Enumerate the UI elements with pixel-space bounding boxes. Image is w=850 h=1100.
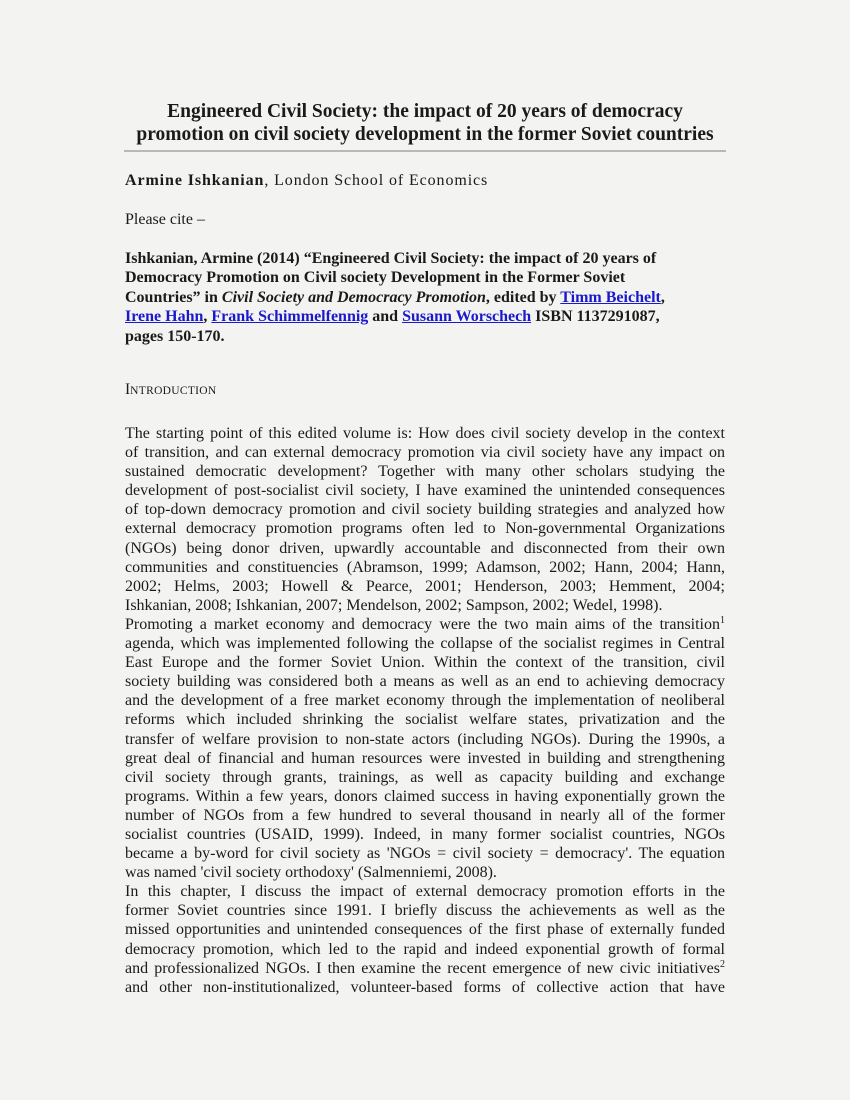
- body-line: [125, 959, 725, 978]
- citation-line: Democracy Promotion on Civil society Development in the Former Soviet: [125, 269, 626, 287]
- cite-label: Please cite –: [125, 211, 205, 228]
- citation-text: and: [368, 308, 403, 326]
- body-line: programs. Within a few years, donors claimed success in having exponentially grown the: [125, 787, 725, 805]
- section-heading-introduction: [125, 381, 217, 399]
- editor-link-frank-schimmelfennig[interactable]: Frank Schimmelfennig: [211, 308, 369, 326]
- citation-line: Ishkanian, Armine (2014) “Engineered Civil Society: the impact of 20 years of: [125, 250, 657, 267]
- body-line: sustained democratic development? Together with many other scholars studying the: [125, 463, 725, 481]
- body-line: communities and constituencies (Abramson, 1999; Adamson, 2002; Hann, 2004; Hann,: [125, 558, 725, 576]
- body-line: socialist countries (USAID, 1999). Indeed, in many former socialist countries, NGOs: [125, 825, 725, 843]
- body-line: society building was considered both a means as well as an end to achieving democracy: [125, 673, 725, 691]
- citation-line: pages 150-170.: [125, 327, 225, 345]
- citation-text: ,: [203, 308, 212, 326]
- body-line: was named 'civil society orthodoxy' (Salmenniemi, 2008).: [125, 864, 497, 882]
- body-line: East Europe and the former Soviet Union. Within the context of the transition, civil: [125, 654, 725, 672]
- title-line: Engineered Civil Society: the impact of 20 years of democracy: [167, 101, 683, 122]
- footnote-marker[interactable]: 2: [720, 958, 725, 970]
- author-affiliation: , London School of Economics: [264, 172, 489, 189]
- citation-line: [125, 307, 725, 326]
- footnote-marker[interactable]: 1: [720, 614, 725, 626]
- body-line: [125, 615, 725, 634]
- body-line: former Soviet countries since 1991. I briefly discuss the achievements as well as the: [125, 902, 725, 920]
- book-title: Civil Society and Democracy Promotion: [221, 288, 486, 306]
- body-line: and other non-institutionalized, volunteer-based forms of collective action that have: [125, 978, 725, 996]
- paper-title: [110, 100, 740, 146]
- body-line: of top-down democracy promotion and civil society building strategies and analyzed how: [125, 501, 725, 519]
- heading-initial: I: [125, 381, 131, 398]
- body-line: The starting point of this edited volume is: How does civil society develop in the context: [125, 425, 725, 442]
- title-divider: [124, 150, 726, 152]
- body-line: number of NGOs from a few hundred to several thousand in nearly all of the former: [125, 806, 725, 824]
- citation-text: , edited by: [485, 288, 561, 306]
- body-line: of transition, and can external democracy promotion via civil society have any impact on: [125, 444, 725, 462]
- body-line: external democracy promotion programs often led to Non-governmental Organizations: [125, 520, 725, 538]
- body-line: (NGOs) being donor driven, upwardly accountable and disconnected from their own: [125, 539, 725, 557]
- citation-block: [125, 249, 725, 346]
- body-line-text: Promoting a market economy and democracy were the two main aims of the transition: [125, 615, 720, 633]
- editor-link-susann-worschech[interactable]: Susann Worschech: [402, 308, 532, 326]
- citation-text: ,: [660, 288, 665, 306]
- body-line: great deal of financial and human resources were invested in building and strengthening: [125, 749, 725, 767]
- body-line: democracy promotion, which led to the rapid and indeed exponential growth of formal: [125, 940, 725, 958]
- editor-link-timm-beichelt[interactable]: Timm Beichelt: [560, 288, 661, 306]
- body-line: In this chapter, I discuss the impact of external democracy promotion efforts in the: [125, 883, 725, 901]
- author-line: [125, 172, 725, 190]
- heading-rest: NTRODUCTION: [130, 385, 217, 397]
- isbn-text: ISBN 1137291087,: [531, 308, 660, 326]
- citation-line: [125, 288, 725, 307]
- body-line: and the development of a free market economy through the implementation of neoliberal: [125, 692, 725, 710]
- body-line: 2002; Helms, 2003; Howell & Pearce, 2001; Henderson, 2003; Hemment, 2004;: [125, 577, 725, 595]
- citation-text: Countries” in: [125, 288, 222, 306]
- body-line: became a by-word for civil society as 'NGOs = civil society = democracy'. The equation: [125, 845, 725, 863]
- title-line: promotion on civil society development in the former Soviet countries: [136, 124, 714, 145]
- body-line: reforms which included shrinking the socialist welfare states, privatization and the: [125, 711, 725, 729]
- body-line-text: and professionalized NGOs. I then examine the recent emergence of new civic initiatives: [125, 959, 720, 977]
- body-line: civil society through grants, trainings, as well as capacity building and exchange: [125, 768, 725, 786]
- editor-link-irene-hahn[interactable]: Irene Hahn: [125, 308, 204, 326]
- body-line: missed opportunities and unintended consequences of the first phase of externally funded: [125, 921, 725, 939]
- body-line: Ishkanian, 2008; Ishkanian, 2007; Mendelson, 2002; Sampson, 2002; Wedel, 1998).: [125, 596, 663, 614]
- author-name: Armine Ishkanian: [125, 172, 265, 189]
- body-line: agenda, which was implemented following the collapse of the socialist regimes in Central: [125, 635, 725, 653]
- body-line: development of post-socialist civil society, I have examined the unintended consequences: [125, 482, 725, 500]
- body-line: transfer of welfare provision to non-state actors (including NGOs). During the 1990s, a: [125, 730, 725, 748]
- body-text: [125, 424, 725, 997]
